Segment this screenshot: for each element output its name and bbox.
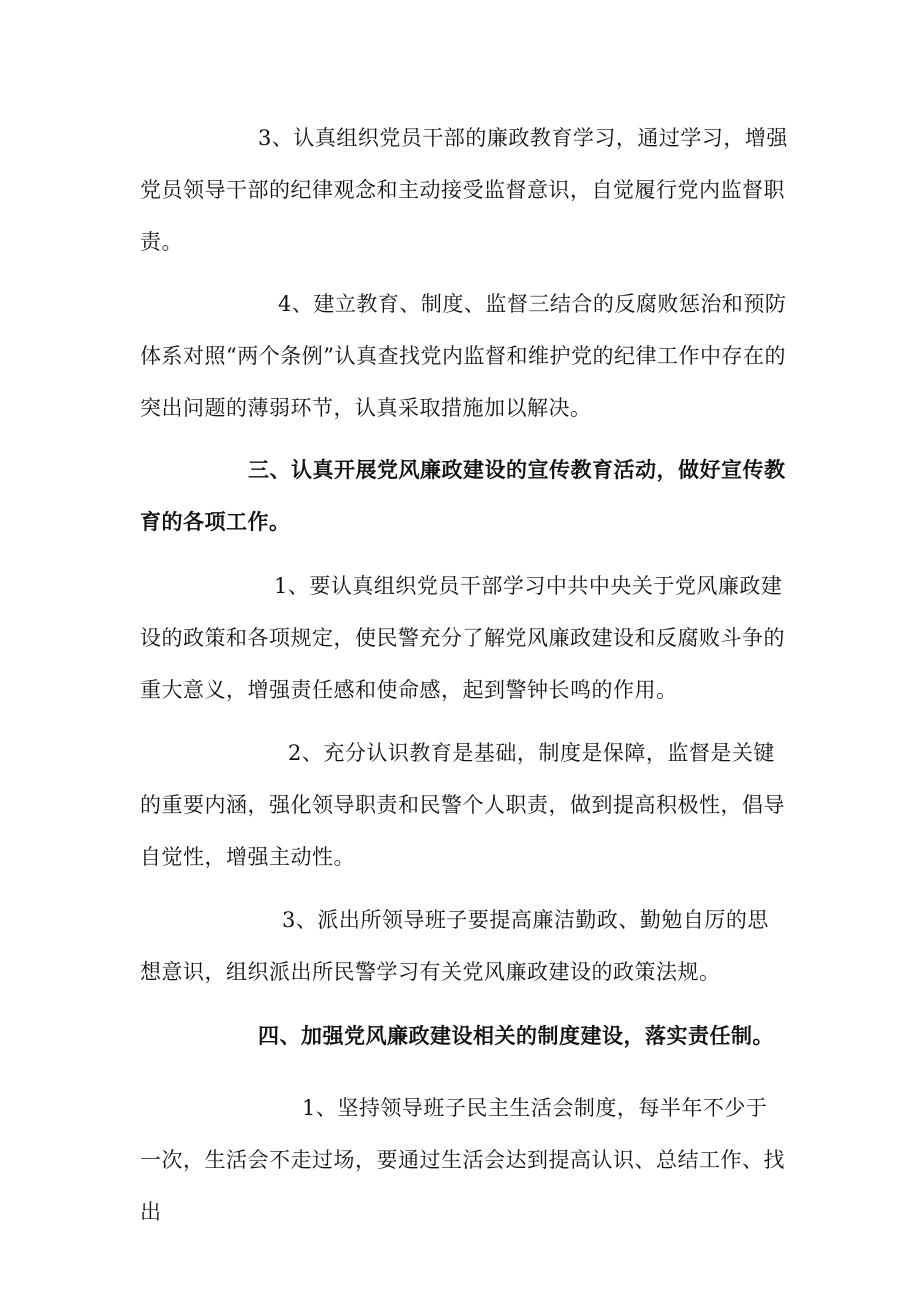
- section-heading-four: 四、加强党风廉政建设相关的制度建设，落实责任制。: [258, 1023, 774, 1048]
- paragraph-item-2-awareness: 2、充分认识教育是基础，制度是保障，监督是关键的重要内涵，强化领导职责和民警个人职责，做到提高积极性，倡导自觉性，增强主动性。: [140, 741, 785, 869]
- paragraph-item-1-learning: 1、要认真组织党员干部学习中共中央关于党风廉政建设的政策和各项规定，使民警充分了解党风廉政建设和反腐败斗争的重大意义，增强责任感和使命感，起到警钟长鸣的作用。: [140, 574, 785, 702]
- paragraph-item-3-study: 3、认真组织党员干部的廉政教育学习，通过学习，增强党员领导干部的纪律观念和主动接受监督意识，自觉履行党内监督职责。: [140, 126, 788, 254]
- section-heading-three: 三、认真开展党风廉政建设的宣传教育活动，做好宣传教育的各项工作。: [140, 457, 786, 534]
- paragraph-item-3-leadership: 3、派出所领导班子要提高廉洁勤政、勤勉自厉的思想意识，组织派出所民警学习有关党风廉政建设的政策法规。: [140, 908, 769, 984]
- paragraph-item-1-meeting: 1、坚持领导班子民主生活会制度，每半年不少于一次，生活会不走过场，要通过生活会达到提高认识、总结工作、找出: [140, 1096, 785, 1224]
- paragraph-item-4-system: 4、建立教育、制度、监督三结合的反腐败惩治和预防体系对照“两个条例”认真查找党内监督和维护党的纪律工作中存在的突出问题的薄弱环节，认真采取措施加以解决。: [140, 292, 787, 420]
